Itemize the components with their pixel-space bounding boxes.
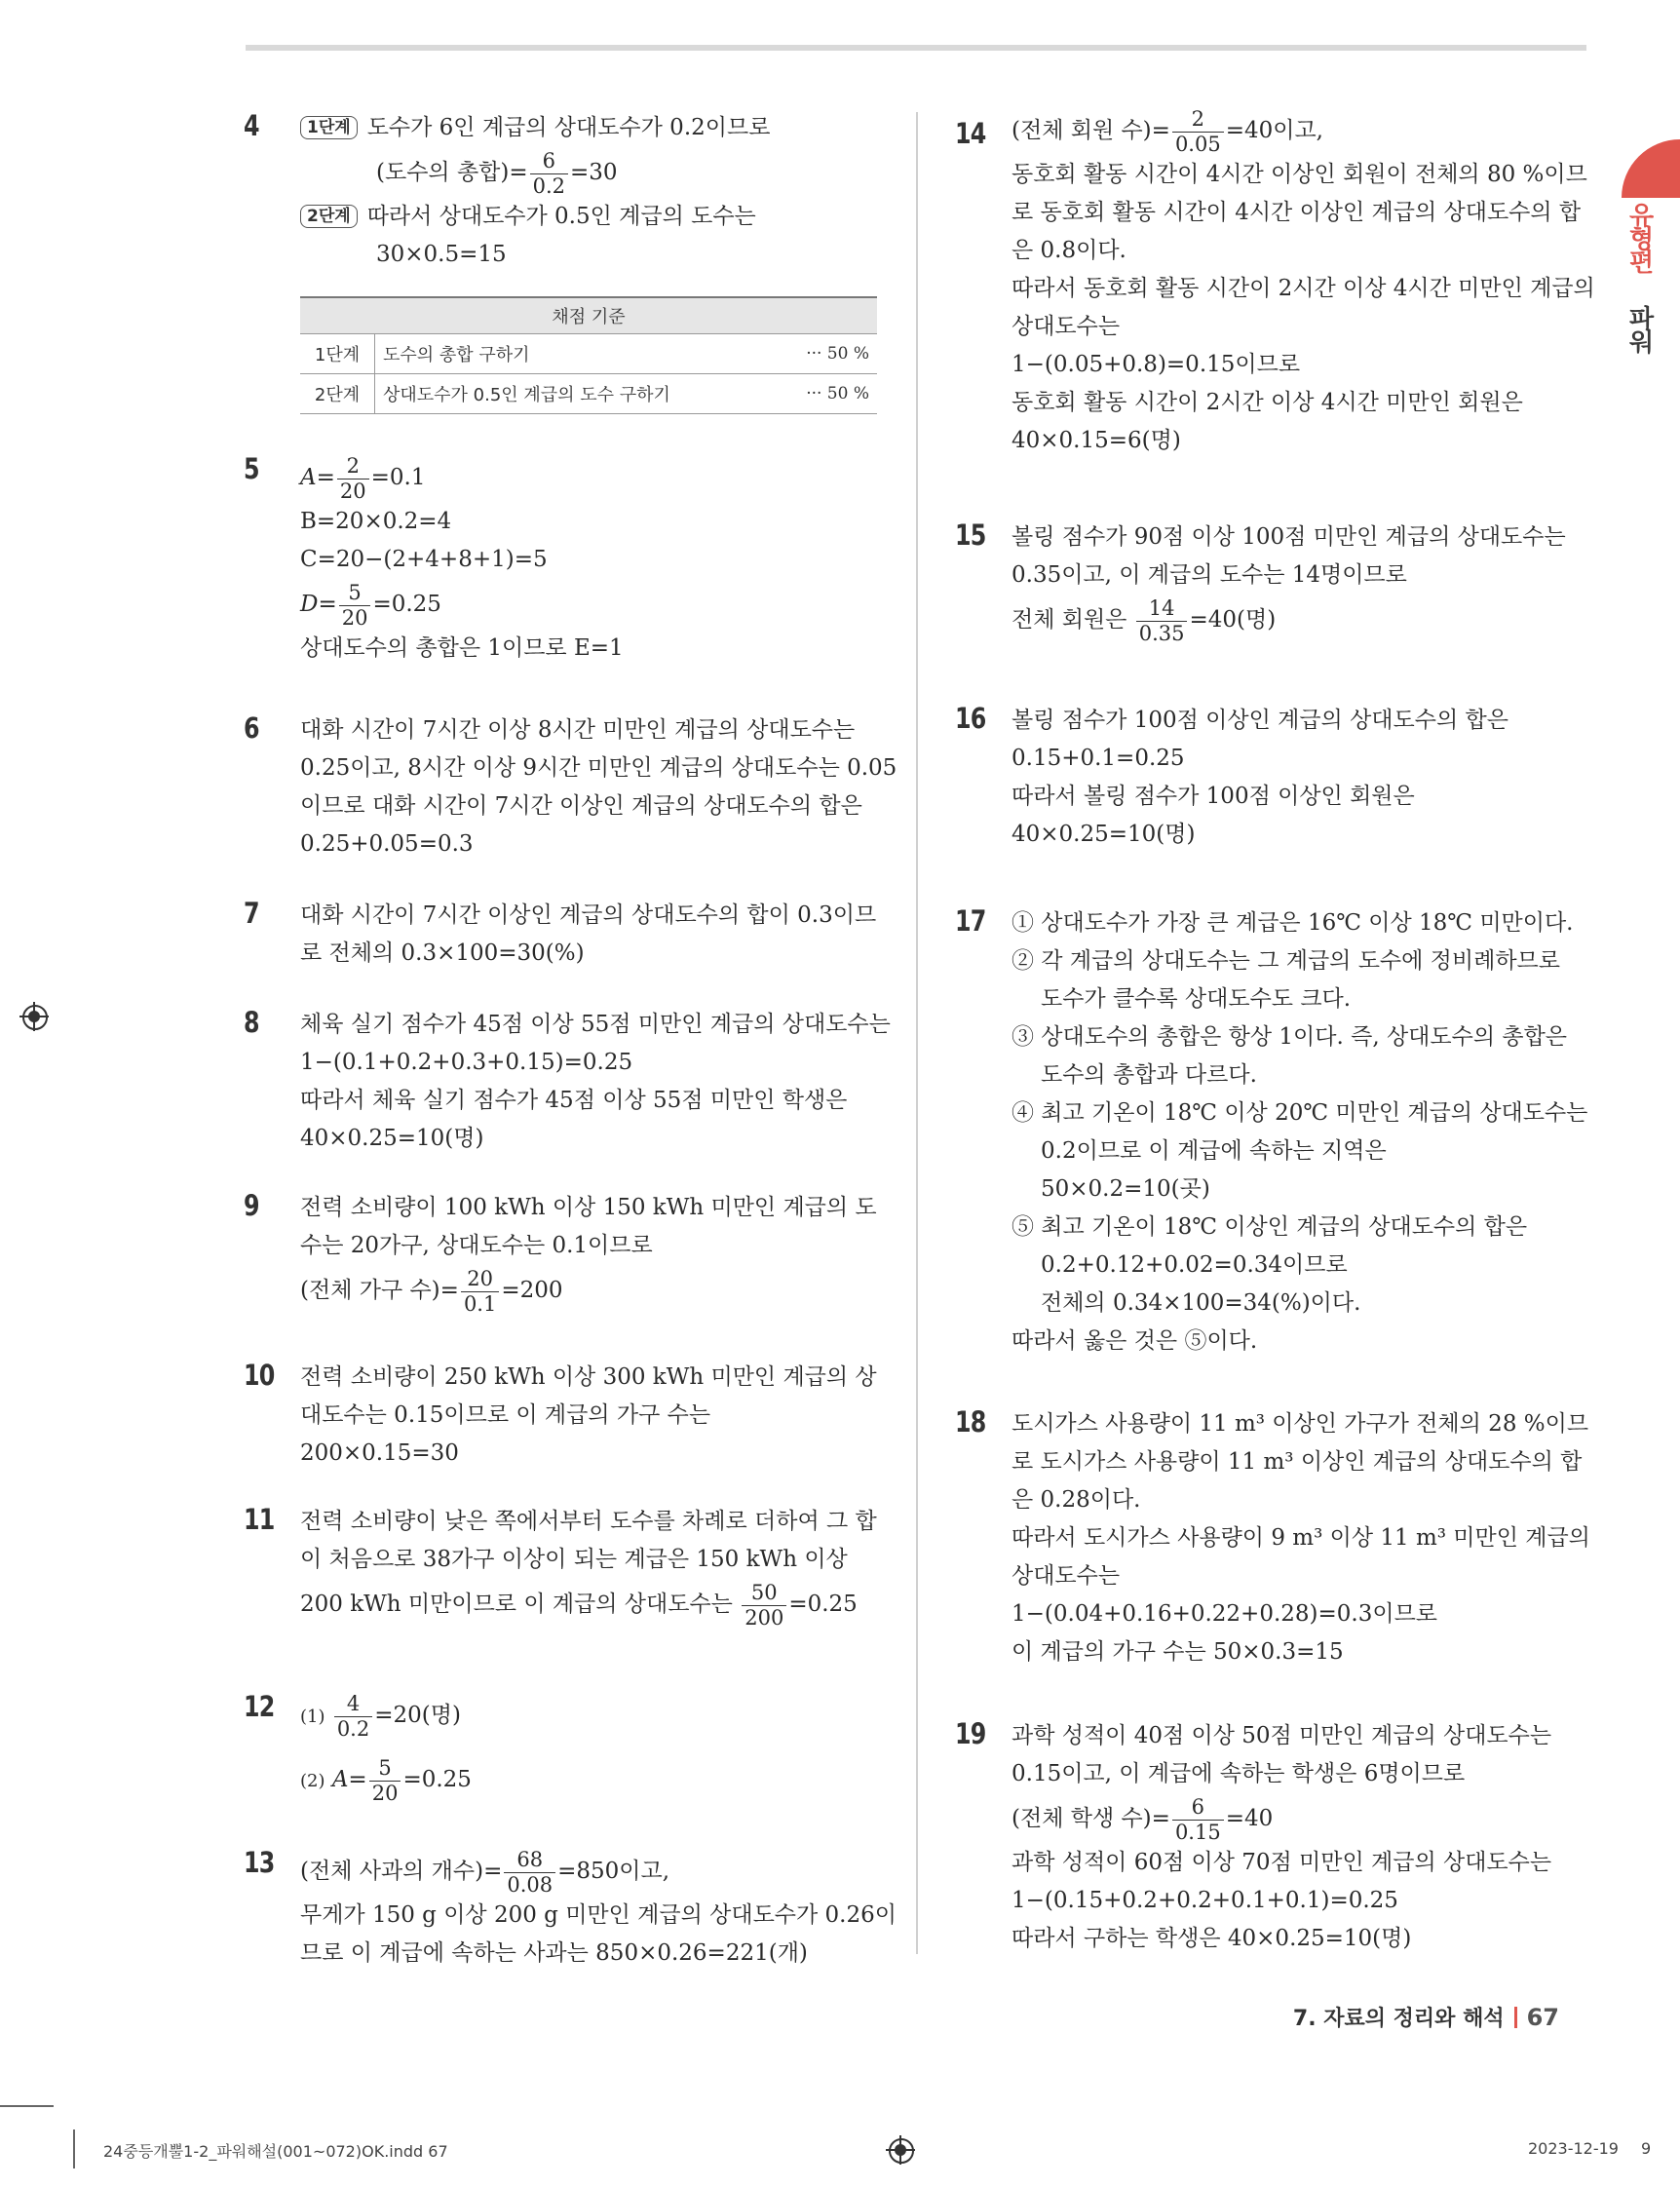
solution-body <box>1012 1717 1596 1958</box>
step-badge: 2단계 <box>300 205 358 228</box>
registration-mark-icon <box>886 2135 915 2165</box>
math-text: (전체 가구 수)= <box>300 1278 459 1303</box>
slug-tail: 9 <box>1641 2139 1652 2158</box>
fraction: $\frac{5}{20}$ <box>369 1758 401 1804</box>
solution-line: 이 계급의 가구 수는 50×0.3=15 <box>1012 1639 1344 1665</box>
solution-line: 따라서 상대도수가 0.5인 계급의 도수는 <box>366 204 756 229</box>
subpart-label: (2) <box>300 1771 325 1791</box>
solution-line: 30×0.5=15 <box>376 242 507 267</box>
table-cell: 2단계 <box>300 374 375 414</box>
crop-mark <box>0 2105 54 2107</box>
solution-line: 도수의 총합과 다르다. <box>1041 1062 1257 1088</box>
solution-line: 도시가스 사용량이 11 m³ 이상인 가구가 전체의 28 %이므 <box>1012 1411 1589 1437</box>
subpart-label: (1) <box>300 1707 325 1727</box>
solution-body <box>300 1503 885 1630</box>
solution-line: 1−(0.1+0.2+0.3+0.15)=0.25 <box>300 1050 633 1075</box>
solution-body <box>1012 904 1596 1361</box>
solution-line: 로 도시가스 사용량이 11 m³ 이상인 계급의 상대도수의 합 <box>1012 1449 1583 1475</box>
solution-line: 1−(0.04+0.16+0.22+0.28)=0.3이므로 <box>1012 1601 1438 1627</box>
solution-line: 따라서 옳은 것은 ⑤이다. <box>1012 1328 1258 1354</box>
side-tab-label-type: 유형편 <box>1624 202 1654 272</box>
solution-body <box>1012 518 1596 645</box>
solution-line: 대화 시간이 7시간 이상 8시간 미만인 계급의 상대도수는 <box>300 717 856 743</box>
solution-line: 이 처음으로 38가구 이상이 되는 계급은 150 kWh 이상 <box>300 1547 848 1572</box>
solution-line: 0.35이고, 이 계급의 도수는 14명이므로 <box>1012 562 1407 588</box>
math-text: =0.25 <box>372 592 441 617</box>
fraction: $\frac{6}{0.2}$ <box>530 151 568 197</box>
solution-line: 은 0.8이다. <box>1012 238 1126 263</box>
solution-body <box>300 1359 885 1473</box>
solution-line: 0.15이고, 이 계급에 속하는 학생은 6명이므로 <box>1012 1761 1466 1786</box>
solution-line: 0.25+0.05=0.3 <box>300 831 474 857</box>
solution-line: 체육 실기 점수가 45점 이상 55점 미만인 계급의 상대도수는 <box>300 1012 891 1037</box>
crop-mark <box>73 2129 75 2168</box>
problem-number: 15 <box>955 518 986 552</box>
solution-body <box>300 897 885 973</box>
solution-line: 1−(0.05+0.8)=0.15이므로 <box>1012 352 1301 377</box>
problem-number: 5 <box>244 452 259 485</box>
solution-body <box>300 711 897 863</box>
page-footer <box>1293 2002 1559 2032</box>
solution-body <box>300 1846 897 1973</box>
fraction: $\frac{20}{0.1}$ <box>461 1269 499 1315</box>
math-text: =20(명) <box>374 1703 461 1728</box>
solution-line: 0.15+0.1=0.25 <box>1012 746 1185 771</box>
math-text: 200 kWh 미만이므로 이 계급의 상대도수는 <box>300 1592 741 1617</box>
table-cell: 도수의 총합 구하기 <box>375 334 762 374</box>
solution-line: 40×0.25=10(명) <box>300 1126 484 1151</box>
fraction: $\frac{4}{0.2}$ <box>334 1694 372 1740</box>
table-row <box>300 374 877 414</box>
column-divider <box>916 112 918 1954</box>
side-tab-label-power: 파워 <box>1624 305 1654 352</box>
solution-line: 40×0.25=10(명) <box>1012 822 1196 847</box>
grading-table-header: 채점 기준 <box>300 297 877 334</box>
math-text: =40(명) <box>1189 607 1277 633</box>
solution-line: 상대도수는 <box>1012 1563 1121 1589</box>
table-row <box>300 334 877 374</box>
top-rule <box>246 45 1586 51</box>
problem-number: 11 <box>244 1503 275 1536</box>
grading-table <box>300 296 877 414</box>
solution-line: ⑤ 최고 기온이 18℃ 이상인 계급의 상대도수의 합은 <box>1012 1214 1528 1240</box>
table-cell: 1단계 <box>300 334 375 374</box>
solution-body <box>300 109 885 274</box>
solution-line: 동호회 활동 시간이 4시간 이상인 회원이 전체의 80 %이므 <box>1012 162 1587 187</box>
math-text: (도수의 총합)= <box>376 160 528 185</box>
problem-number: 12 <box>244 1690 275 1723</box>
solution-line: 볼링 점수가 100점 이상인 계급의 상대도수의 합은 <box>1012 708 1508 733</box>
fraction: $\frac{2}{0.05}$ <box>1172 109 1224 155</box>
solution-body <box>1012 702 1596 854</box>
solution-line: 도수가 6인 계급의 상대도수가 0.2이므로 <box>366 115 771 140</box>
chapter-title: 7. 자료의 정리와 해석 <box>1292 2007 1505 2031</box>
solution-line: 이므로 대화 시간이 7시간 이상인 계급의 상대도수의 합은 <box>300 793 862 819</box>
solution-line: 과학 성적이 60점 이상 70점 미만인 계급의 상대도수는 <box>1012 1850 1552 1875</box>
fraction: $\frac{5}{20}$ <box>339 583 371 629</box>
solution-line: 므로 이 계급에 속하는 사과는 850×0.26=221(개) <box>300 1940 808 1966</box>
solution-line: 따라서 체육 실기 점수가 45점 이상 55점 미만인 학생은 <box>300 1088 848 1113</box>
math-text: D= <box>300 592 337 617</box>
solution-line: ① 상대도수가 가장 큰 계급은 16℃ 이상 18℃ 미만이다. <box>1012 910 1574 936</box>
problem-number: 9 <box>244 1189 259 1222</box>
math-text: (전체 회원 수)= <box>1012 118 1170 143</box>
solution-line: 상대도수는 <box>1012 314 1121 339</box>
solution-body <box>1012 1405 1596 1671</box>
solution-line: 200×0.15=30 <box>300 1440 459 1466</box>
math-text: A= <box>331 1767 367 1792</box>
solution-line: 로 동호회 활동 시간이 4시간 이상인 계급의 상대도수의 합 <box>1012 200 1582 225</box>
solution-line: 볼링 점수가 90점 이상 100점 미만인 계급의 상대도수는 <box>1012 524 1566 550</box>
solution-line: 무게가 150 g 이상 200 g 미만인 계급의 상대도수가 0.26이 <box>300 1902 897 1928</box>
problem-number: 6 <box>244 711 259 745</box>
problem-number: 7 <box>244 897 259 930</box>
math-text: =0.25 <box>788 1592 858 1617</box>
math-text: =850이고, <box>557 1859 670 1884</box>
solution-line: B=20×0.2=4 <box>300 509 452 534</box>
table-cell: ··· 50 % <box>761 334 877 374</box>
fraction: $\frac{14}{0.35}$ <box>1136 598 1188 644</box>
math-text: =40 <box>1225 1806 1274 1831</box>
solution-line: 1−(0.15+0.2+0.2+0.1+0.1)=0.25 <box>1012 1888 1398 1913</box>
fraction: $\frac{50}{200}$ <box>742 1583 786 1629</box>
math-text: =30 <box>570 160 618 185</box>
solution-line: ③ 상대도수의 총합은 항상 1이다. 즉, 상대도수의 총합은 <box>1012 1024 1568 1050</box>
registration-mark-icon <box>19 1002 49 1031</box>
solution-line: ④ 최고 기온이 18℃ 이상 20℃ 미만인 계급의 상대도수는 <box>1012 1100 1588 1126</box>
solution-line: C=20−(2+4+8+1)=5 <box>300 547 548 572</box>
math-text: =200 <box>501 1278 563 1303</box>
math-text: =0.25 <box>402 1767 472 1792</box>
math-text: (전체 사과의 개수)= <box>300 1859 503 1884</box>
solution-line: 따라서 도시가스 사용량이 9 m³ 이상 11 m³ 미만인 계급의 <box>1012 1525 1590 1551</box>
solution-line: 따라서 동호회 활동 시간이 2시간 이상 4시간 미만인 계급의 <box>1012 276 1595 301</box>
solution-line: 0.2이므로 이 계급에 속하는 지역은 <box>1041 1138 1387 1164</box>
problem-number: 16 <box>955 702 986 735</box>
step-badge: 1단계 <box>300 116 358 139</box>
solution-body <box>300 1189 885 1316</box>
solution-line: 상대도수의 총합은 1이므로 E=1 <box>300 635 624 661</box>
solution-line: 전력 소비량이 낮은 쪽에서부터 도수를 차례로 더하여 그 합 <box>300 1509 877 1534</box>
problem-number: 17 <box>955 904 986 938</box>
solution-body <box>300 1006 891 1158</box>
solution-line: 0.2+0.12+0.02=0.34이므로 <box>1041 1252 1348 1278</box>
math-text: (전체 학생 수)= <box>1012 1806 1170 1831</box>
footer-separator <box>1514 2007 1517 2028</box>
fraction: $\frac{6}{0.15}$ <box>1172 1797 1224 1843</box>
slug-date: 2023-12-19 <box>1528 2139 1619 2158</box>
solution-body <box>300 1690 885 1807</box>
solution-line: 은 0.28이다. <box>1012 1487 1141 1513</box>
page-number: 67 <box>1526 2004 1559 2031</box>
problem-number: 13 <box>244 1846 275 1879</box>
fraction: $\frac{68}{0.08}$ <box>504 1850 555 1896</box>
solution-line: 따라서 볼링 점수가 100점 이상인 회원은 <box>1012 784 1415 809</box>
side-tab-arc <box>1622 139 1680 198</box>
problem-number: 18 <box>955 1405 986 1439</box>
table-cell: 상대도수가 0.5인 계급의 도수 구하기 <box>375 374 762 414</box>
table-cell: ··· 50 % <box>761 374 877 414</box>
math-text: 전체 회원은 <box>1012 607 1134 633</box>
solution-body <box>1012 106 1596 460</box>
section-side-tab <box>1622 139 1654 403</box>
solution-line: 전체의 0.34×100=34(%)이다. <box>1041 1290 1361 1316</box>
math-text: A= <box>300 465 335 490</box>
solution-line: 따라서 구하는 학생은 40×0.25=10(명) <box>1012 1926 1412 1951</box>
problem-number: 19 <box>955 1717 986 1750</box>
solution-line: 수는 20가구, 상대도수는 0.1이므로 <box>300 1233 653 1258</box>
solution-line: 과학 성적이 40점 이상 50점 미만인 계급의 상대도수는 <box>1012 1723 1552 1748</box>
solution-line: ② 각 계급의 상대도수는 그 계급의 도수에 정비례하므로 <box>1012 948 1560 974</box>
solution-line: 도수가 클수록 상대도수도 크다. <box>1041 986 1352 1012</box>
problem-number: 14 <box>955 117 986 150</box>
solution-line: 40×0.15=6(명) <box>1012 428 1181 453</box>
fraction: $\frac{2}{20}$ <box>337 456 369 502</box>
problem-number: 10 <box>244 1359 275 1392</box>
solution-line: 전력 소비량이 100 kWh 이상 150 kWh 미만인 계급의 도 <box>300 1195 877 1220</box>
math-text: =40이고, <box>1225 118 1323 143</box>
solution-line: 대화 시간이 7시간 이상인 계급의 상대도수의 합이 0.3이므 <box>300 902 877 928</box>
slug-filename: 24중등개뿔1-2_파워해설(001~072)OK.indd 67 <box>103 2142 448 2161</box>
solution-line: 0.25이고, 8시간 이상 9시간 미만인 계급의 상대도수는 0.05 <box>300 755 897 781</box>
solution-line: 전력 소비량이 250 kWh 이상 300 kWh 미만인 계급의 상 <box>300 1364 877 1390</box>
solution-line: 대도수는 0.15이므로 이 계급의 가구 수는 <box>300 1402 711 1428</box>
problem-number: 4 <box>244 109 259 142</box>
solution-line: 50×0.2=10(곳) <box>1041 1176 1210 1202</box>
solution-line: 로 전체의 0.3×100=30(%) <box>300 940 585 966</box>
problem-number: 8 <box>244 1006 259 1039</box>
math-text: =0.1 <box>370 465 426 490</box>
solution-body <box>300 452 885 668</box>
solution-line: 동호회 활동 시간이 2시간 이상 4시간 미만인 회원은 <box>1012 390 1523 415</box>
